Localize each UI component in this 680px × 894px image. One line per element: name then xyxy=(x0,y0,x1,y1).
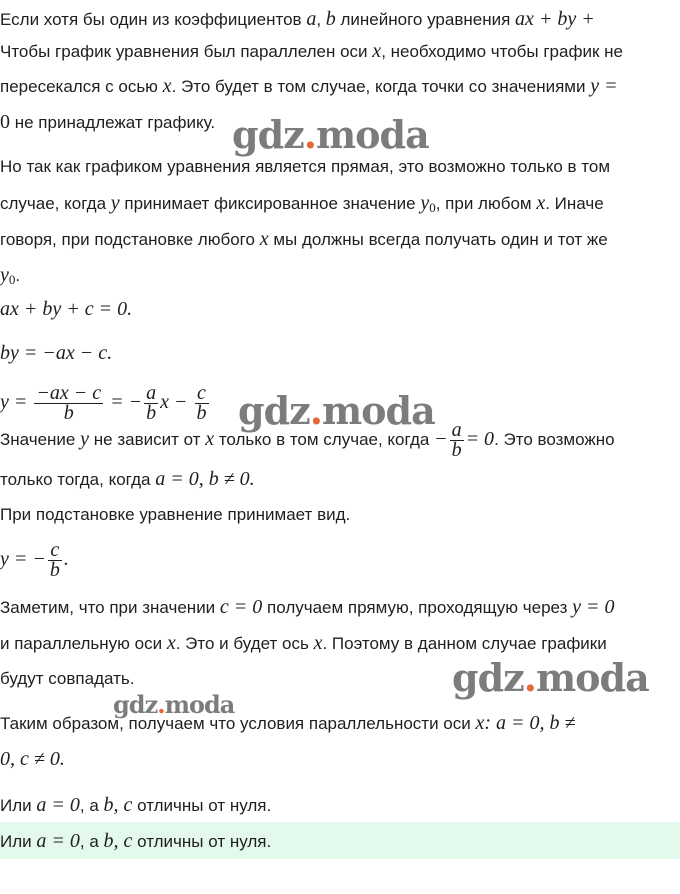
math-a-eq0: a = 0 xyxy=(36,794,80,816)
watermark-logo xyxy=(113,690,234,719)
math-y: y xyxy=(80,428,90,450)
fraction-ab xyxy=(450,418,464,461)
wm-text: gdz xyxy=(232,112,304,157)
text-line-4 xyxy=(0,111,215,137)
eq3-mid: = − xyxy=(110,391,143,413)
wm-text: gdz xyxy=(452,655,524,700)
math-x: x xyxy=(313,632,323,654)
text: не зависит от xyxy=(93,430,201,449)
watermark-logo xyxy=(232,112,429,157)
numerator: a xyxy=(146,381,157,404)
text: , а xyxy=(79,796,99,815)
text-line-18 xyxy=(0,712,576,738)
text-line-8: $y_0$. xyxy=(0,264,21,287)
text-line-19: 0, c ≠ 0. xyxy=(0,748,65,770)
text: . Это будет в том случае, когда точки со значениями xyxy=(171,77,586,96)
text: Таким образом, получаем что условия параллельности оси xyxy=(0,714,471,733)
text: Чтобы график уравнения был параллелен оси xyxy=(0,42,368,61)
text-line-7 xyxy=(0,228,608,254)
math-x: x xyxy=(205,428,215,450)
eq4-end: . xyxy=(63,548,69,570)
denominator: b xyxy=(63,401,74,424)
numerator: c xyxy=(48,541,62,561)
math-x: x xyxy=(536,192,546,214)
math-x: x xyxy=(259,228,269,250)
math-condition: : a = 0, b ≠ xyxy=(484,712,576,734)
text: отличны от нуля. xyxy=(137,832,272,851)
math-y-eq0: y = 0 xyxy=(572,596,615,618)
math-y: y xyxy=(110,192,120,214)
text: Или xyxy=(0,832,32,851)
text: только тогда, когда xyxy=(0,470,151,489)
math-x: x xyxy=(372,40,382,62)
fraction-cb xyxy=(48,538,62,581)
wm-dot: . xyxy=(523,655,536,700)
equation-1: ax + by + c = 0. xyxy=(0,298,133,320)
y0-subscript: 0 xyxy=(429,200,436,215)
text-line-2 xyxy=(0,40,623,66)
text: , необходимо чтобы график не xyxy=(381,42,623,61)
wm-text2: moda xyxy=(535,655,649,700)
text: Значение xyxy=(0,430,76,449)
text-line-15 xyxy=(0,596,615,622)
text-line-12 xyxy=(0,468,255,494)
y0-subscript: 0 xyxy=(8,272,16,287)
watermark-logo xyxy=(238,388,435,433)
text: Или xyxy=(0,796,32,815)
text-line-3 xyxy=(0,75,618,101)
numerator: a xyxy=(451,418,462,441)
text-line-6 xyxy=(0,192,604,218)
wm-text: gdz xyxy=(238,388,310,433)
math-x: x xyxy=(475,712,485,734)
text-line-21-answer xyxy=(0,830,271,856)
equation-4 xyxy=(0,534,69,584)
math-frac-cond xyxy=(434,418,495,461)
math-bc: b, c xyxy=(103,830,133,852)
eq4-lhs: y = − xyxy=(0,548,46,570)
text: получаем прямую, проходящую через xyxy=(267,598,568,617)
math-bc: b, c xyxy=(103,794,133,816)
text-line-5 xyxy=(0,156,610,182)
wm-dot: . xyxy=(157,690,165,719)
wm-text2: moda xyxy=(321,388,435,433)
text: Если хотя бы один из коэффициентов xyxy=(0,10,302,29)
text: линейного уравнения xyxy=(340,10,511,29)
eq3-lhs: y = xyxy=(0,391,28,413)
wm-dot: . xyxy=(303,112,316,157)
text: Но так как графиком уравнения является прямая, это возможно только в том xyxy=(0,157,611,176)
watermark-logo xyxy=(452,655,649,700)
text: . Это и будет ось xyxy=(175,634,309,653)
math-zero: 0 xyxy=(0,111,10,133)
text: . Иначе xyxy=(545,194,604,213)
text: При подстановке уравнение принимает вид. xyxy=(0,505,351,524)
math-x: x xyxy=(162,75,172,97)
math-y0 xyxy=(0,264,15,286)
text: будут совпадать. xyxy=(0,669,135,688)
text: , а xyxy=(79,832,99,851)
wm-text: gdz xyxy=(113,690,158,719)
math-a: a xyxy=(306,8,317,30)
math-x: x xyxy=(166,632,176,654)
denominator: b xyxy=(49,558,60,581)
wm-dot: . xyxy=(309,388,322,433)
text-line-13 xyxy=(0,504,350,530)
math-y-eq: y = xyxy=(590,75,618,97)
y0-base: y xyxy=(0,264,9,286)
math-a-eq0: a = 0 xyxy=(36,830,80,852)
text: мы должны всегда получать один и тот же xyxy=(273,230,608,249)
equation-2: by = −ax − c. xyxy=(0,342,113,364)
text: не принадлежат графику. xyxy=(14,113,216,132)
text: и параллельную оси xyxy=(0,634,163,653)
text: случае, когда xyxy=(0,194,107,213)
text: принимает фиксированное значение xyxy=(124,194,416,213)
denominator: b xyxy=(146,401,157,424)
wm-text2: moda xyxy=(315,112,429,157)
text: пересекался с осью xyxy=(0,77,158,96)
text: Заметим, что при значении xyxy=(0,598,216,617)
eq3-x: x − xyxy=(160,391,188,413)
y0-base: y xyxy=(420,192,430,214)
text-line-1: Если хотя бы один из коэффициентов a, b линейного уравнения ax + by + xyxy=(0,8,595,30)
math-c-eq0: c = 0 xyxy=(219,596,263,618)
math-y0 xyxy=(420,192,435,214)
text: , при любом xyxy=(435,194,532,213)
text: только в том случае, когда xyxy=(218,430,430,449)
text: . Это возможно xyxy=(494,430,615,449)
math-condition: a = 0, b ≠ 0. xyxy=(155,468,255,490)
text: . Поэтому в данном случае графики xyxy=(322,634,607,653)
wm-text2: moda xyxy=(164,690,235,719)
text-line-20 xyxy=(0,794,271,820)
denominator: b xyxy=(196,401,207,424)
math-equation: ax + by + xyxy=(515,8,595,30)
numerator: c xyxy=(195,384,209,404)
eq-zero: = 0 xyxy=(465,428,495,450)
numerator: −ax − c xyxy=(36,381,102,404)
denominator: b xyxy=(451,438,462,461)
text: отличны от нуля. xyxy=(137,796,272,815)
minus: − xyxy=(434,428,448,450)
text: говоря, при подстановке любого xyxy=(0,230,255,249)
math-b: b xyxy=(325,8,336,30)
